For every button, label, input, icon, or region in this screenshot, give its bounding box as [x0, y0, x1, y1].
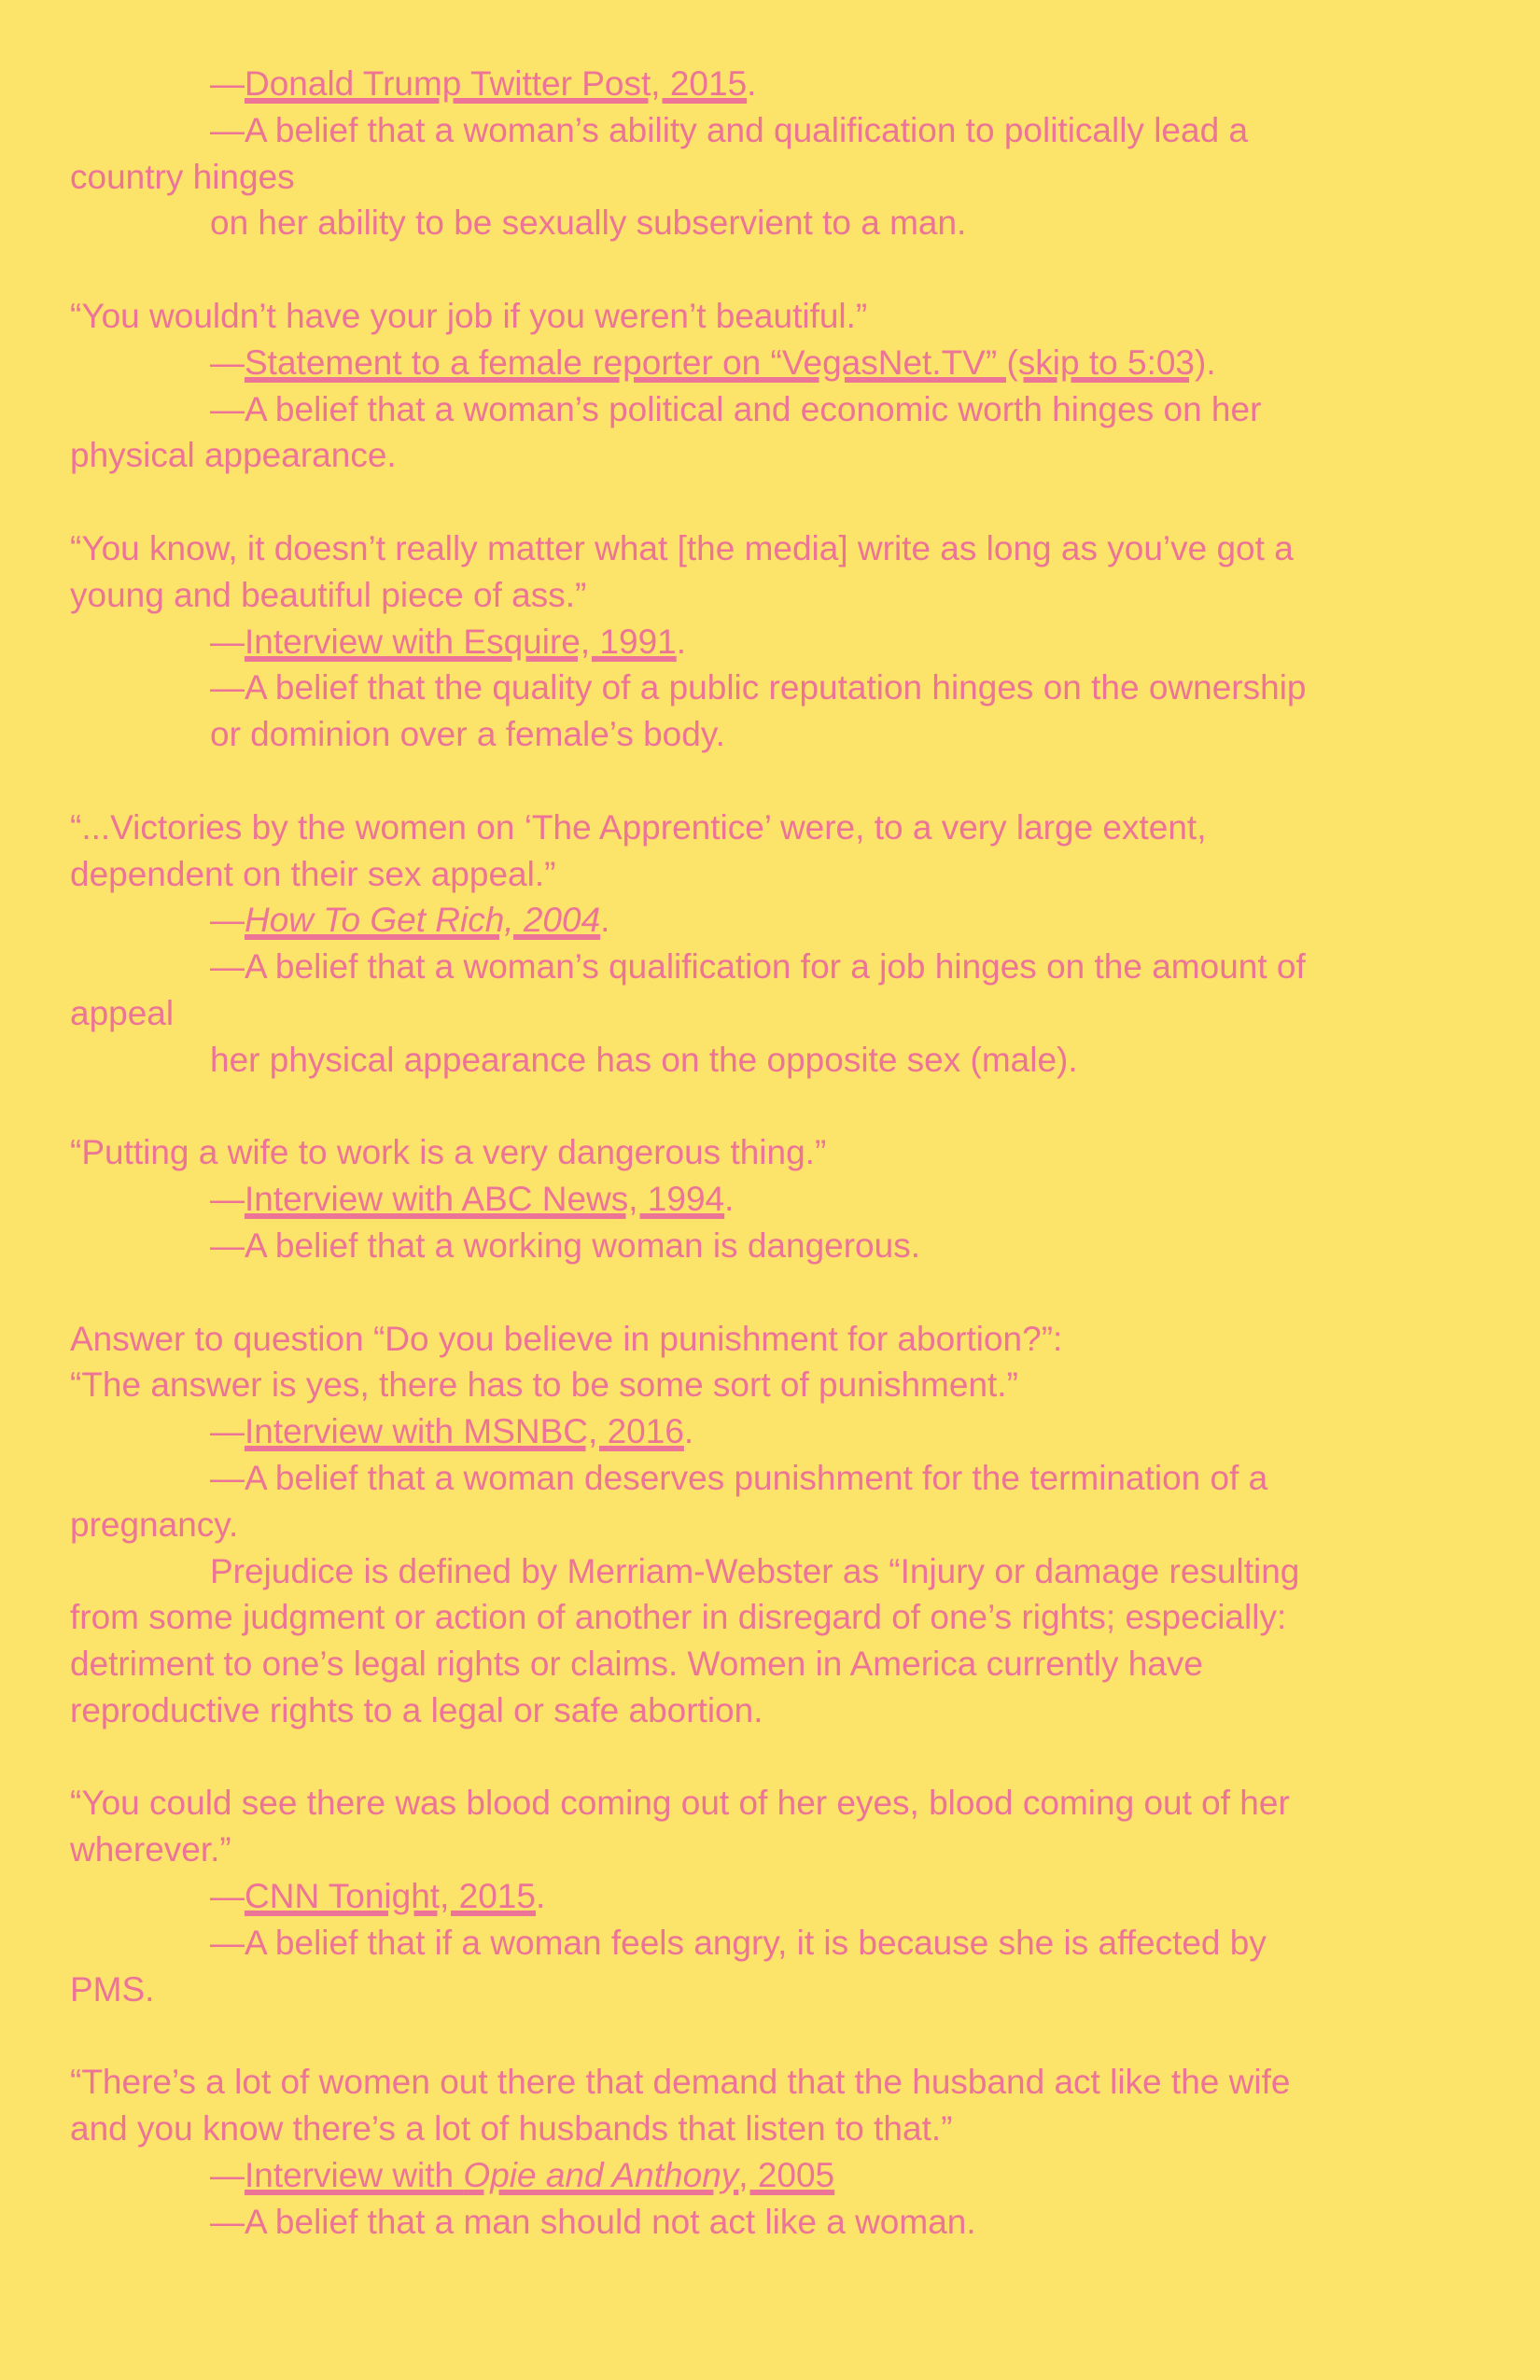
document-page — [70, 61, 1470, 2245]
citation-period: . — [1206, 343, 1216, 382]
citation-dash: — — [210, 64, 245, 103]
belief-line: country hinges — [70, 157, 295, 196]
quote-line: “You know, it doesn’t really matter what [the media] write as long as you’ve got a — [70, 528, 1294, 567]
belief-line: physical appearance. — [70, 436, 397, 475]
belief-line: —A belief that a woman deserves punishment for the termination of a — [210, 1458, 1268, 1497]
source-link[interactable] — [245, 2156, 834, 2194]
citation-period: . — [535, 1877, 546, 1916]
citation-dash: — — [210, 1412, 245, 1451]
citation-line — [70, 340, 1470, 386]
quote-line: “The answer is yes, there has to be some sort of punishment.” — [70, 1365, 1018, 1405]
citation-dash: — — [210, 622, 245, 661]
quote-line: “Putting a wife to work is a very dangerous thing.” — [70, 1133, 827, 1172]
citation-period: . — [747, 64, 757, 103]
source-link[interactable]: Donald Trump Twitter Post, 2015 — [245, 64, 748, 103]
belief-line: on her ability to be sexually subservient to a man. — [210, 203, 967, 243]
source-link[interactable]: Interview with Esquire, 1991 — [245, 622, 677, 661]
quote-line: and you know there’s a lot of husbands that listen to that.” — [70, 2109, 953, 2149]
citation-line — [70, 1176, 1470, 1223]
citation-line — [70, 619, 1470, 665]
belief-line: PMS. — [70, 1969, 155, 2009]
source-link[interactable]: Interview with MSNBC, 2016 — [245, 1412, 684, 1451]
belief-line: —A belief that a man should not act like a woman. — [210, 2202, 976, 2241]
belief-line: or dominion over a female’s body. — [210, 715, 725, 754]
quote-line: “You could see there was blood coming out of her eyes, blood coming out of her — [70, 1784, 1290, 1823]
source-link-title: Opie and Anthony — [463, 2155, 739, 2194]
belief-line: —A belief that a woman’s ability and qualification to politically lead a — [210, 110, 1249, 149]
belief-line: her physical appearance has on the opposite sex (male). — [210, 1040, 1078, 1079]
belief-line: pregnancy. — [70, 1505, 239, 1544]
belief-line: —A belief that if a woman feels angry, it is because she is affected by — [210, 1923, 1267, 1962]
source-link[interactable]: Statement to a female reporter on “VegasNet.TV” (skip to 5:03) — [245, 343, 1207, 382]
source-link-prefix: Interview with — [245, 2155, 464, 2194]
citation-period: . — [724, 1180, 735, 1219]
citation-line — [70, 1408, 1470, 1455]
citation-line — [70, 1873, 1470, 1920]
paragraph-line: from some judgment or action of another in disregard of one’s rights; especially: — [70, 1598, 1287, 1637]
source-link[interactable]: CNN Tonight, 2015 — [245, 1877, 536, 1916]
belief-line: —A belief that a woman’s qualification for a job hinges on the amount of — [210, 947, 1306, 987]
quote-line: “There’s a lot of women out there that demand that the husband act like the wife — [70, 2063, 1291, 2102]
citation-line — [70, 897, 1470, 944]
quote-line: “...Victories by the women on ‘The Apprentice’ were, to a very large extent, — [70, 807, 1207, 847]
belief-line: appeal — [70, 993, 175, 1032]
belief-line: —A belief that the quality of a public reputation hinges on the ownership — [210, 668, 1307, 707]
source-link[interactable]: Interview with ABC News, 1994 — [245, 1180, 725, 1219]
citation-period: . — [676, 622, 687, 661]
citation-dash: — — [210, 343, 245, 382]
quote-line: Answer to question “Do you believe in punishment for abortion?”: — [70, 1319, 1063, 1358]
citation-line — [70, 61, 1470, 107]
source-link-suffix: , 2005 — [738, 2155, 835, 2194]
quote-line: “You wouldn’t have your job if you weren’t beautiful.” — [70, 296, 868, 335]
paragraph-line: Prejudice is defined by Merriam-Webster as “Injury or damage resulting — [210, 1551, 1300, 1590]
citation-period: . — [683, 1412, 694, 1451]
citation-dash: — — [210, 1877, 245, 1916]
citation-dash: — — [210, 2155, 245, 2194]
source-link[interactable]: How To Get Rich, 2004 — [245, 901, 601, 940]
quote-line: wherever.” — [70, 1830, 231, 1869]
citation-line — [70, 2152, 1470, 2199]
citation-dash: — — [210, 1180, 245, 1219]
paragraph-line: reproductive rights to a legal or safe abortion. — [70, 1690, 763, 1729]
belief-line: —A belief that a woman’s political and economic worth hinges on her — [210, 389, 1262, 428]
quote-line: young and beautiful piece of ass.” — [70, 575, 587, 614]
belief-line: —A belief that a working woman is dangerous. — [210, 1225, 920, 1265]
paragraph-line: detriment to one’s legal rights or claims. Women in America currently have — [70, 1645, 1203, 1684]
citation-dash: — — [210, 901, 245, 940]
quote-line: dependent on their sex appeal.” — [70, 854, 556, 893]
citation-period: . — [600, 901, 610, 940]
